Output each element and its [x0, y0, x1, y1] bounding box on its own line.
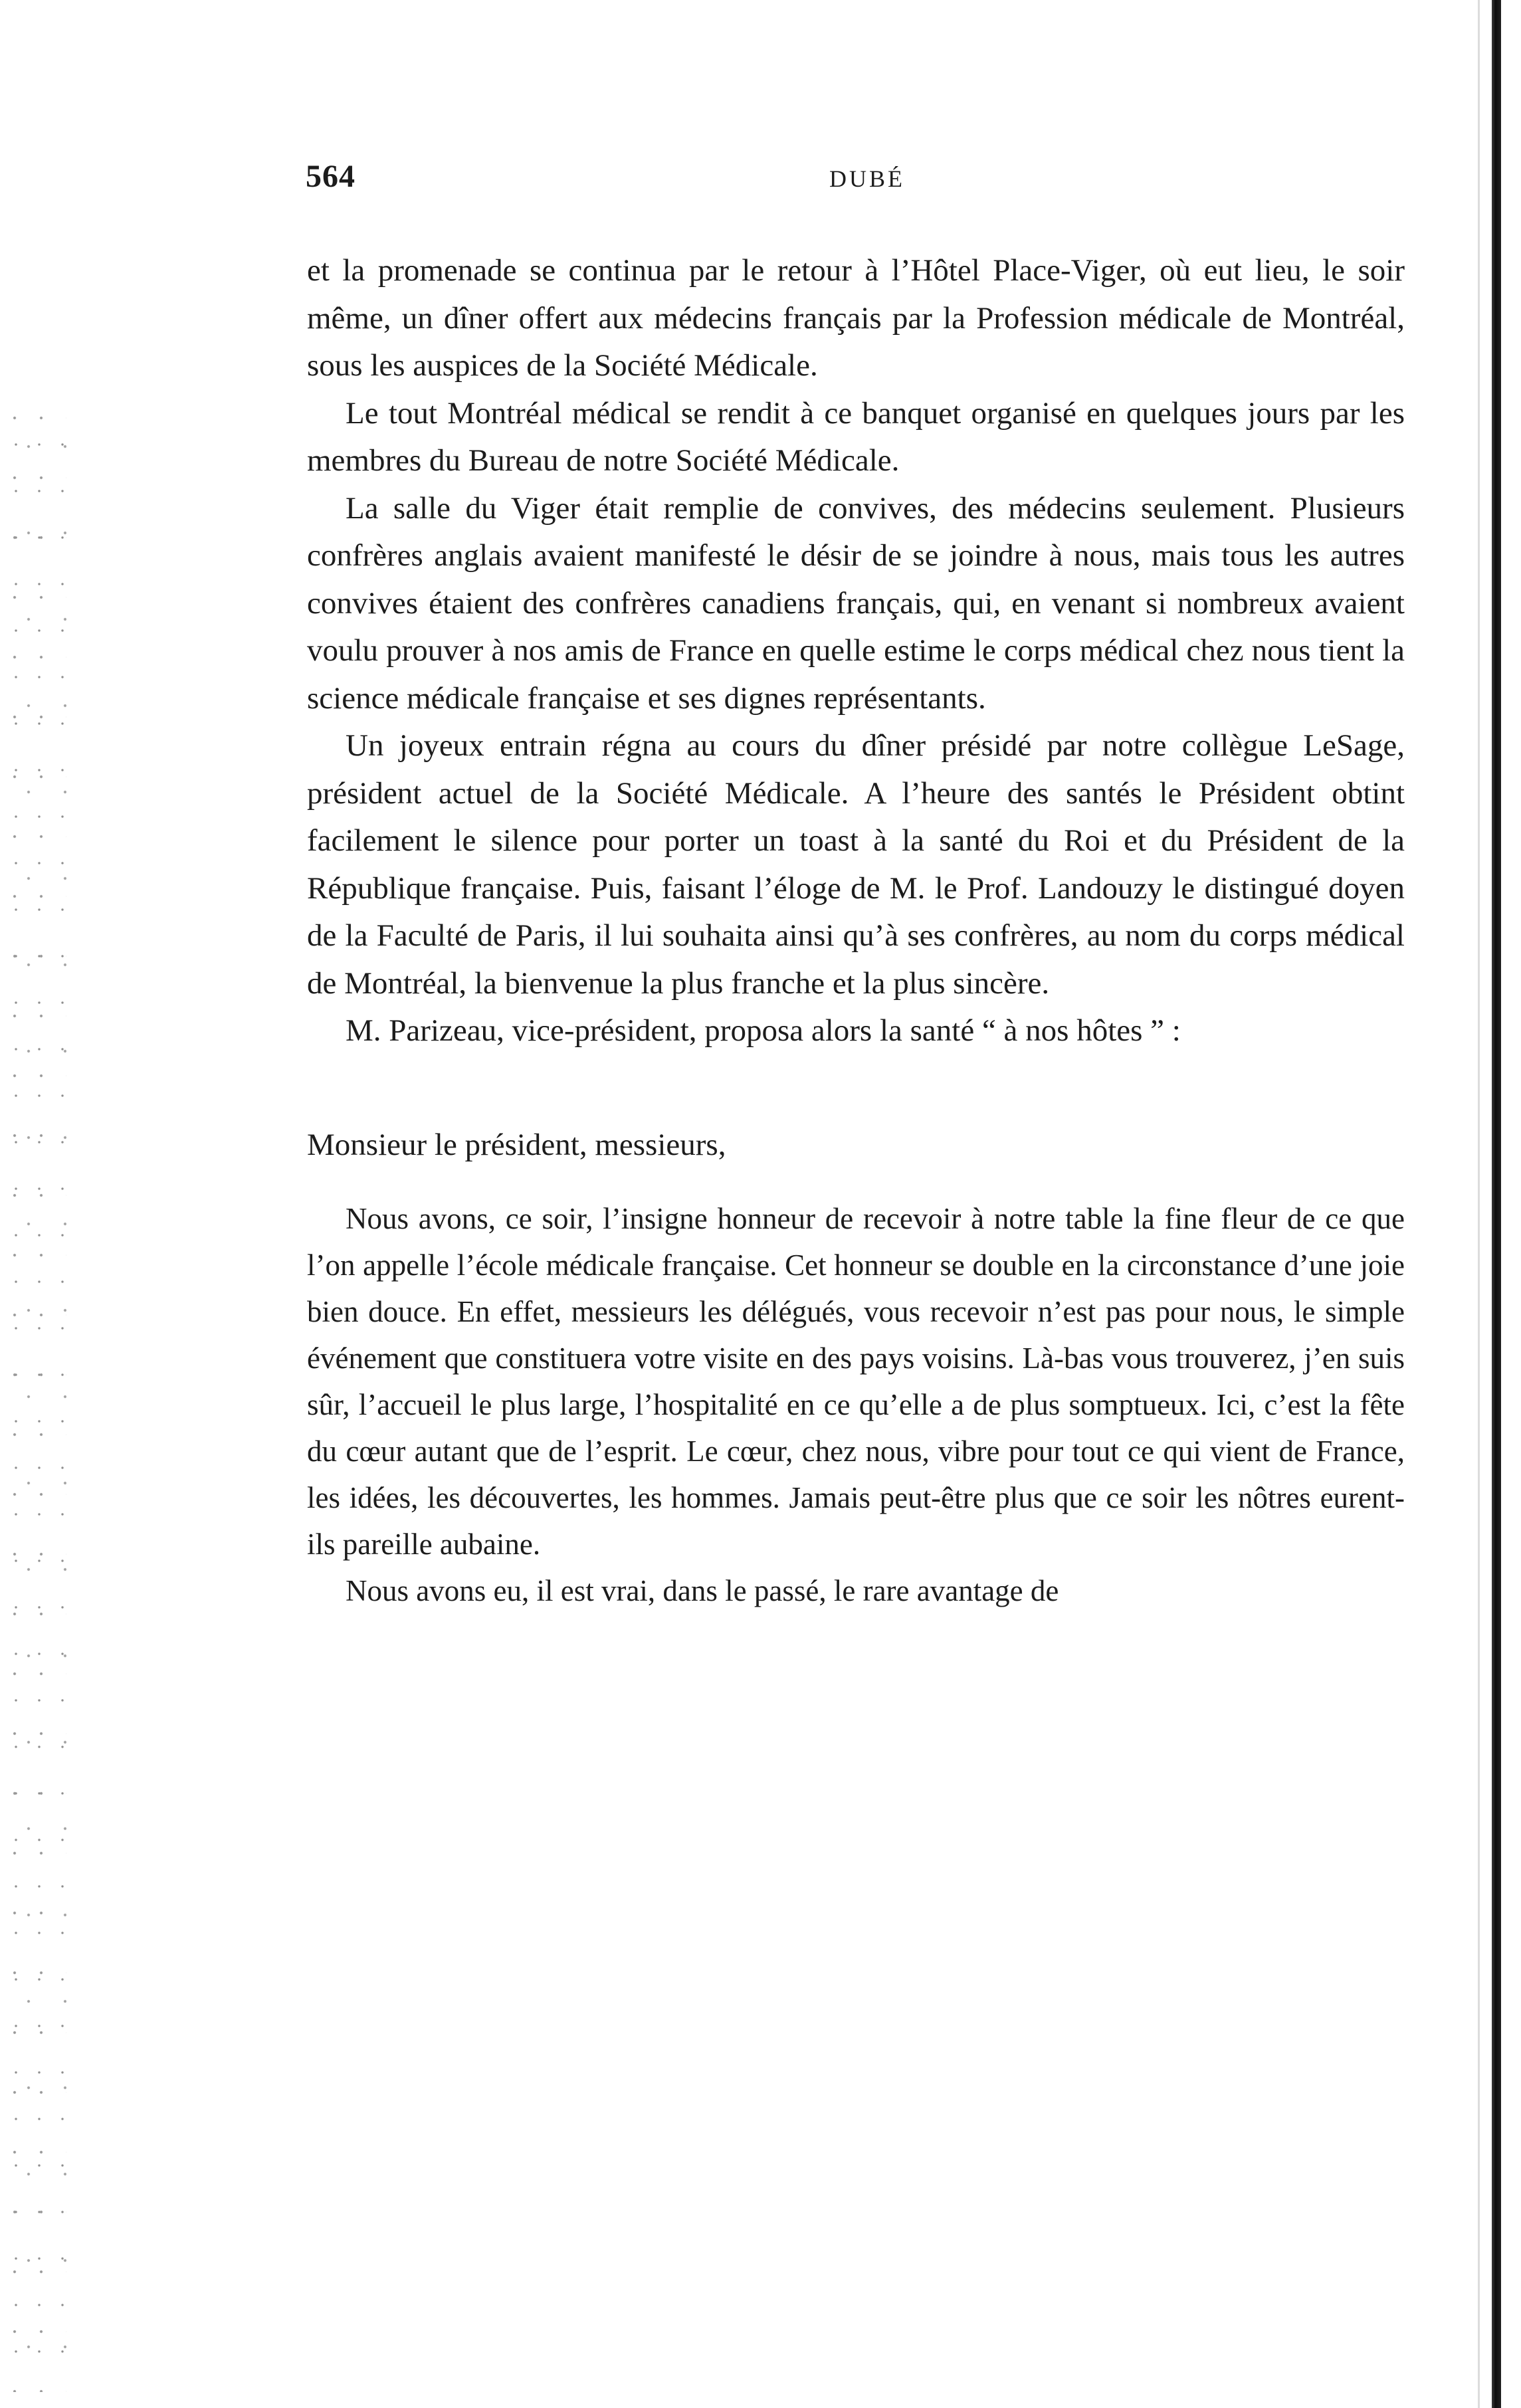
- paragraph: Le tout Montréal médical se rendit à ce banquet organisé en quelques jours par les membres du Bureau de notre Société Médicale.: [307, 395, 1405, 478]
- scan-edge-specks: [7, 412, 66, 2392]
- speech-paragraph: Nous avons eu, il est vrai, dans le passé, le rare avantage de: [346, 1574, 1059, 1607]
- paragraph: et la promenade se continua par le retour à l’Hôtel Place-Viger, où eut lieu, le soir même, un dîner offert aux médecins français par la Profession médicale de Montréal, sous les auspices de la Société Médicale.: [307, 253, 1405, 383]
- page-header: [306, 158, 1429, 211]
- scan-edge-shadow: [1478, 0, 1480, 2408]
- paragraph: Un joyeux entrain régna au cours du dîner présidé par notre collègue LeSage, président actuel de la Société Médicale. A l’heure des santés le Président obtint facilement le silence pour porter un toast à la santé du Roi et du Président de la République française. Puis, faisant l’éloge de M. le Prof. Landouzy le distingué doyen de la Faculté de Paris, il lui souhaita ainsi qu’à ses confrères, au nom du corps médical de Montréal, la bienvenue la plus franche et la plus sincère.: [307, 728, 1405, 1001]
- speech-paragraph: Nous avons, ce soir, l’insigne honneur de recevoir à notre table la fine fleur de ce que l’on appelle l’école médicale française. Cet honneur se double en la circonstance d’une joie bien douce. En effet, messieurs les délégués, vous recevoir n’est pas pour nous, le simple événement que constituera votre visite en des pays voisins. Là-bas vous trouverez, j’en suis sûr, l’accueil le plus large, l’hospitalité en ce qu’elle a de plus somptueux. Ici, c’est la fête du cœur autant que de l’esprit. Le cœur, chez nous, vibre pour tout ce qui vient de France, les idées, les découvertes, les hommes. Jamais peut-être plus que ce soir les nôtres eurent-ils pareille aubaine.: [307, 1202, 1405, 1561]
- paragraph: M. Parizeau, vice-président, proposa alors la santé “ à nos hôtes ” :: [346, 1013, 1181, 1048]
- speech-salutation: Monsieur le président, messieurs,: [307, 1127, 726, 1162]
- paragraph: La salle du Viger était remplie de convives, des médecins seulement. Plusieurs confrères anglais avaient manifesté le désir de se joindre à nous, mais tous les autres convives étaient des confrères canadiens français, qui, en venant si nombreux avaient voulu prouver à nos amis de France en quelle estime le corps médical chez nous tient la science médicale française et ses dignes représentants.: [307, 490, 1405, 716]
- scan-edge-border: [1492, 0, 1501, 2408]
- body-text: [307, 247, 1405, 1614]
- page-number: 564: [306, 159, 355, 194]
- running-head: DUBÉ: [829, 165, 905, 192]
